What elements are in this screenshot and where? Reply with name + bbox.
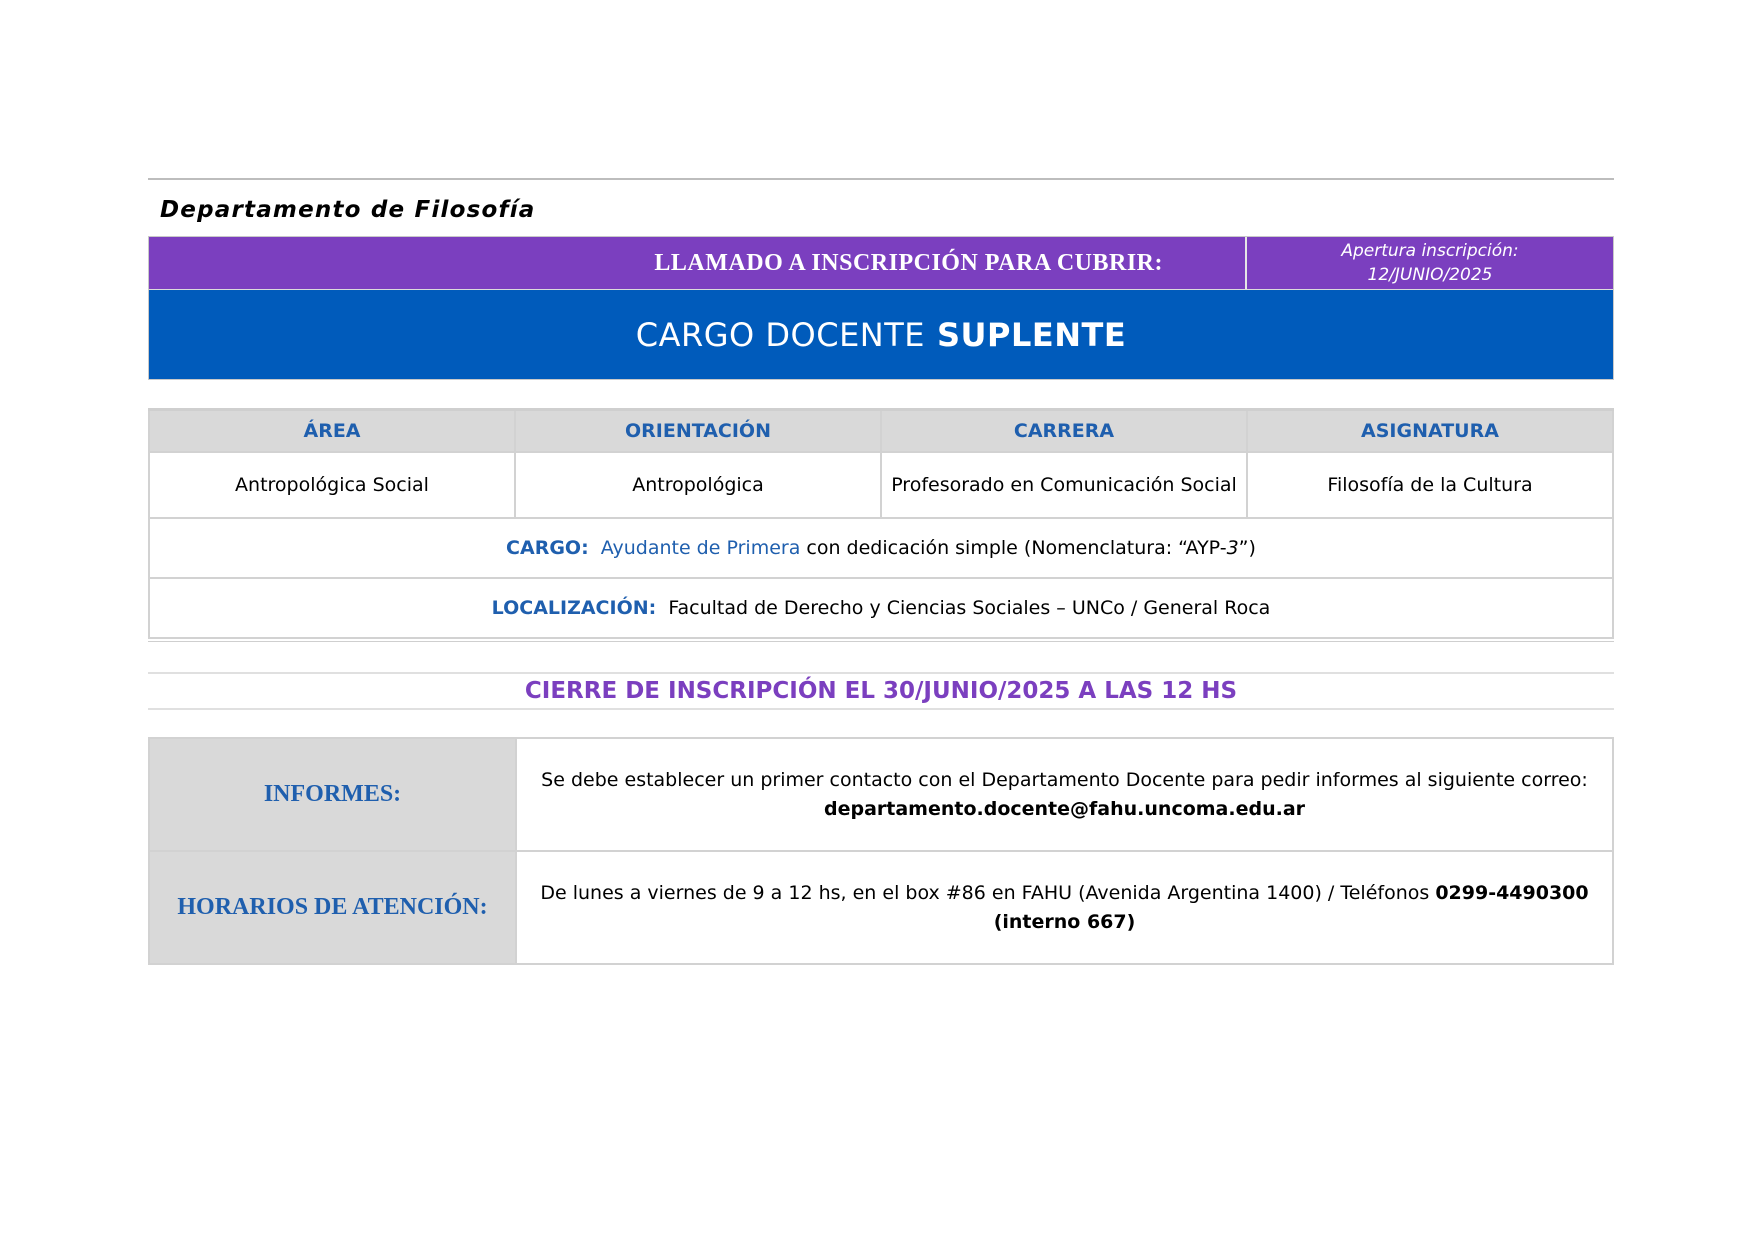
cargo-detail: con dedicación simple (Nomenclatura: “AYP-: [806, 537, 1227, 559]
localizacion-value: Facultad de Derecho y Ciencias Sociales – UNCo / General Roca: [668, 597, 1271, 619]
localizacion-label: LOCALIZACIÓN:: [491, 597, 657, 619]
localizacion-cell: [149, 578, 1613, 638]
cell-area: Antropológica Social: [149, 452, 515, 518]
cell-asignatura: Filosofía de la Cultura: [1247, 452, 1613, 518]
header-asignatura: ASIGNATURA: [1247, 410, 1613, 453]
horarios-interno: (interno 667): [993, 910, 1136, 933]
cell-carrera: Profesorado en Comunicación Social: [881, 452, 1247, 518]
cierre-notice: CIERRE DE INSCRIPCIÓN EL 30/JUNIO/2025 A LAS 12 HS: [148, 672, 1614, 710]
cargo-label: CARGO:: [506, 537, 589, 559]
table-row: [149, 452, 1613, 518]
informes-label: INFORMES:: [149, 738, 516, 851]
informes-row: [149, 738, 1613, 851]
apertura-label: Apertura inscripción:: [1341, 241, 1519, 261]
cargo-prefix: CARGO DOCENTE: [635, 315, 925, 354]
cargo-banner: [149, 289, 1613, 379]
cargo-row: [149, 518, 1613, 578]
cargo-cell: [149, 518, 1613, 578]
cargo-type: SUPLENTE: [937, 315, 1127, 354]
header-carrera: CARRERA: [881, 410, 1247, 453]
table-header-row: [149, 410, 1613, 453]
header-orientacion: ORIENTACIÓN: [515, 410, 881, 453]
banner-title: LLAMADO A INSCRIPCIÓN PARA CUBRIR:: [654, 249, 1163, 276]
cargo-close: ”): [1238, 537, 1256, 559]
localizacion-row: [149, 578, 1613, 638]
informes-email: departamento.docente@fahu.uncoma.edu.ar: [823, 797, 1306, 820]
horarios-label: HORARIOS DE ATENCIÓN:: [149, 851, 516, 964]
informes-content: [516, 738, 1613, 851]
horarios-phone: 0299-4490300: [1435, 881, 1589, 904]
cell-orientacion: Antropológica: [515, 452, 881, 518]
document-page: [148, 178, 1614, 965]
apertura-date: 12/JUNIO/2025: [1367, 265, 1493, 285]
horarios-line: [518, 879, 1611, 908]
table-bottom-rule: [148, 641, 1614, 644]
apertura-box: [1245, 237, 1613, 289]
department-title: Departamento de Filosofía: [160, 197, 536, 223]
cargo-position: Ayudante de Primera: [600, 537, 801, 559]
banner-header-row: [149, 237, 1613, 289]
header-area: ÁREA: [149, 410, 515, 453]
announcement-banner: [148, 236, 1614, 380]
info-table: [148, 737, 1614, 965]
horarios-row: [149, 851, 1613, 964]
position-table: [148, 408, 1614, 639]
informes-text: Se debe establecer un primer contacto con el Departamento Docente para pedir informes al siguiente correo:: [541, 768, 1588, 791]
horarios-content: [516, 851, 1613, 964]
cargo-code: 3: [1226, 537, 1239, 559]
horarios-text: De lunes a viernes de 9 a 12 hs, en el box #86 en FAHU (Avenida Argentina 1400) / Teléfonos: [540, 881, 1430, 904]
